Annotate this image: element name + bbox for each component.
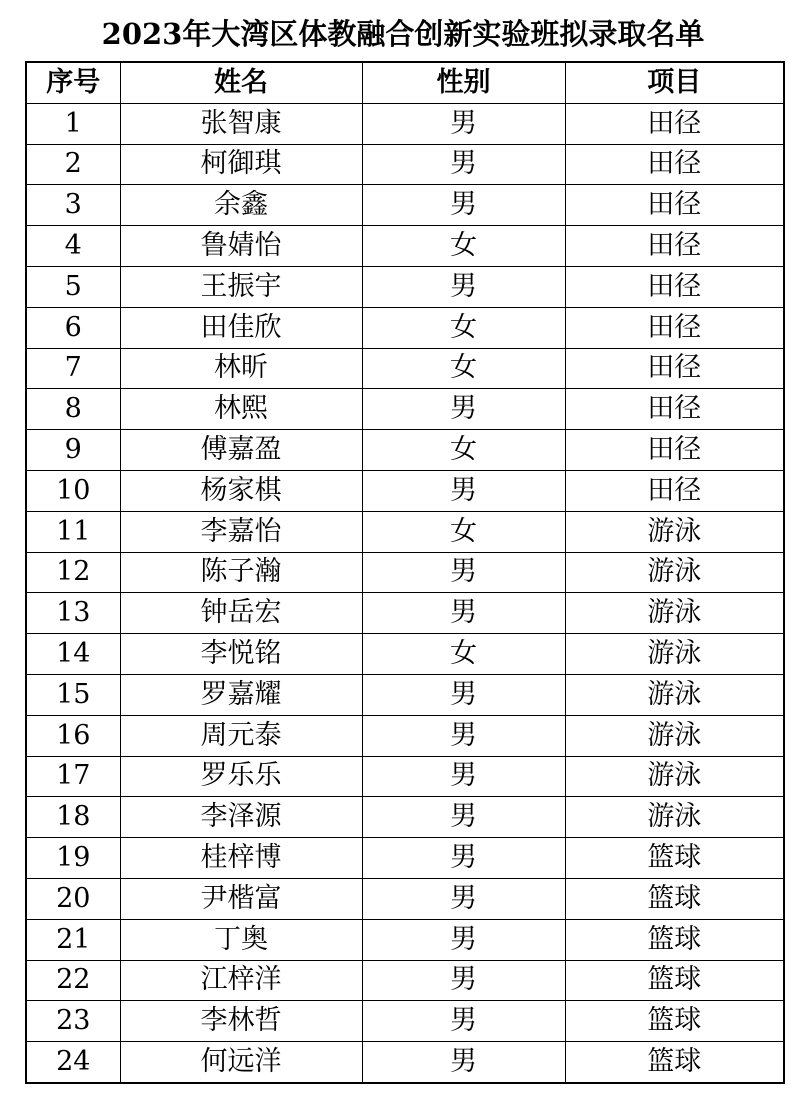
cell-name: 丁奥 <box>120 919 362 960</box>
cell-name: 李林哲 <box>120 1001 362 1042</box>
table-row <box>26 470 784 511</box>
cell-gender: 男 <box>362 593 565 634</box>
cell-number: 10 <box>26 470 120 511</box>
cell-number: 19 <box>26 838 120 879</box>
table-row <box>26 634 784 675</box>
cell-number: 23 <box>26 1001 120 1042</box>
cell-number: 1 <box>26 103 120 144</box>
table-row <box>26 511 784 552</box>
cell-name: 傅嘉盈 <box>120 430 362 471</box>
cell-gender: 男 <box>362 715 565 756</box>
table-row <box>26 144 784 185</box>
cell-number: 18 <box>26 797 120 838</box>
table-row <box>26 552 784 593</box>
cell-gender: 男 <box>362 1042 565 1083</box>
cell-event: 篮球 <box>565 838 784 879</box>
cell-number: 11 <box>26 511 120 552</box>
header-number: 序号 <box>26 62 120 103</box>
cell-name: 杨家棋 <box>120 470 362 511</box>
cell-gender: 男 <box>362 144 565 185</box>
table-row <box>26 266 784 307</box>
cell-event: 田径 <box>565 470 784 511</box>
cell-number: 5 <box>26 266 120 307</box>
cell-gender: 女 <box>362 511 565 552</box>
table-row <box>26 348 784 389</box>
cell-gender: 男 <box>362 797 565 838</box>
cell-name: 余鑫 <box>120 185 362 226</box>
cell-gender: 男 <box>362 756 565 797</box>
cell-gender: 男 <box>362 1001 565 1042</box>
cell-number: 7 <box>26 348 120 389</box>
cell-name: 李泽源 <box>120 797 362 838</box>
cell-name: 桂梓博 <box>120 838 362 879</box>
cell-gender: 男 <box>362 103 565 144</box>
cell-event: 篮球 <box>565 878 784 919</box>
cell-event: 游泳 <box>565 797 784 838</box>
cell-gender: 男 <box>362 919 565 960</box>
table-row <box>26 756 784 797</box>
cell-gender: 男 <box>362 960 565 1001</box>
cell-name: 罗乐乐 <box>120 756 362 797</box>
table-row <box>26 797 784 838</box>
cell-name: 鲁婧怡 <box>120 226 362 267</box>
table-row <box>26 1042 784 1083</box>
cell-event: 田径 <box>565 389 784 430</box>
cell-event: 田径 <box>565 307 784 348</box>
cell-number: 22 <box>26 960 120 1001</box>
cell-gender: 女 <box>362 348 565 389</box>
cell-name: 罗嘉耀 <box>120 674 362 715</box>
cell-number: 4 <box>26 226 120 267</box>
cell-gender: 男 <box>362 838 565 879</box>
cell-number: 17 <box>26 756 120 797</box>
page-title: 2023年大湾区体教融合创新实验班拟录取名单 <box>101 17 705 51</box>
cell-event: 游泳 <box>565 511 784 552</box>
cell-name: 李悦铭 <box>120 634 362 675</box>
header-event: 项目 <box>565 62 784 103</box>
cell-gender: 男 <box>362 266 565 307</box>
cell-event: 游泳 <box>565 552 784 593</box>
table-row <box>26 593 784 634</box>
cell-number: 9 <box>26 430 120 471</box>
cell-gender: 男 <box>362 552 565 593</box>
cell-event: 游泳 <box>565 634 784 675</box>
cell-name: 周元泰 <box>120 715 362 756</box>
cell-number: 14 <box>26 634 120 675</box>
cell-number: 3 <box>26 185 120 226</box>
cell-event: 田径 <box>565 185 784 226</box>
table-row <box>26 960 784 1001</box>
cell-gender: 男 <box>362 878 565 919</box>
header-name: 姓名 <box>120 62 362 103</box>
cell-name: 林昕 <box>120 348 362 389</box>
cell-number: 16 <box>26 715 120 756</box>
cell-gender: 男 <box>362 674 565 715</box>
table-row <box>26 185 784 226</box>
cell-name: 林熙 <box>120 389 362 430</box>
cell-event: 田径 <box>565 103 784 144</box>
cell-number: 15 <box>26 674 120 715</box>
cell-event: 田径 <box>565 226 784 267</box>
cell-name: 田佳欣 <box>120 307 362 348</box>
cell-number: 13 <box>26 593 120 634</box>
cell-event: 篮球 <box>565 960 784 1001</box>
cell-name: 钟岳宏 <box>120 593 362 634</box>
cell-number: 2 <box>26 144 120 185</box>
cell-number: 12 <box>26 552 120 593</box>
cell-event: 田径 <box>565 144 784 185</box>
table-row <box>26 430 784 471</box>
cell-name: 陈子瀚 <box>120 552 362 593</box>
cell-event: 篮球 <box>565 919 784 960</box>
cell-number: 21 <box>26 919 120 960</box>
cell-event: 游泳 <box>565 715 784 756</box>
cell-number: 8 <box>26 389 120 430</box>
cell-event: 篮球 <box>565 1042 784 1083</box>
table-row <box>26 919 784 960</box>
cell-event: 田径 <box>565 348 784 389</box>
cell-gender: 男 <box>362 389 565 430</box>
table-row <box>26 878 784 919</box>
header-gender: 性别 <box>362 62 565 103</box>
cell-number: 20 <box>26 878 120 919</box>
cell-gender: 女 <box>362 430 565 471</box>
cell-event: 游泳 <box>565 593 784 634</box>
cell-number: 6 <box>26 307 120 348</box>
cell-event: 田径 <box>565 430 784 471</box>
roster-table <box>25 61 785 1084</box>
cell-event: 篮球 <box>565 1001 784 1042</box>
cell-name: 何远洋 <box>120 1042 362 1083</box>
cell-gender: 女 <box>362 634 565 675</box>
table-row <box>26 674 784 715</box>
cell-name: 王振宇 <box>120 266 362 307</box>
cell-gender: 女 <box>362 226 565 267</box>
table-row <box>26 838 784 879</box>
table-row <box>26 389 784 430</box>
cell-name: 柯御琪 <box>120 144 362 185</box>
table-header-row <box>26 62 784 103</box>
table-row <box>26 103 784 144</box>
table-row <box>26 226 784 267</box>
cell-gender: 男 <box>362 470 565 511</box>
table-row <box>26 307 784 348</box>
cell-gender: 男 <box>362 185 565 226</box>
cell-name: 李嘉怡 <box>120 511 362 552</box>
table-row <box>26 1001 784 1042</box>
cell-name: 尹楷富 <box>120 878 362 919</box>
table-row <box>26 715 784 756</box>
cell-name: 江梓洋 <box>120 960 362 1001</box>
cell-event: 田径 <box>565 266 784 307</box>
cell-gender: 女 <box>362 307 565 348</box>
cell-event: 游泳 <box>565 674 784 715</box>
cell-number: 24 <box>26 1042 120 1083</box>
cell-event: 游泳 <box>565 756 784 797</box>
cell-name: 张智康 <box>120 103 362 144</box>
